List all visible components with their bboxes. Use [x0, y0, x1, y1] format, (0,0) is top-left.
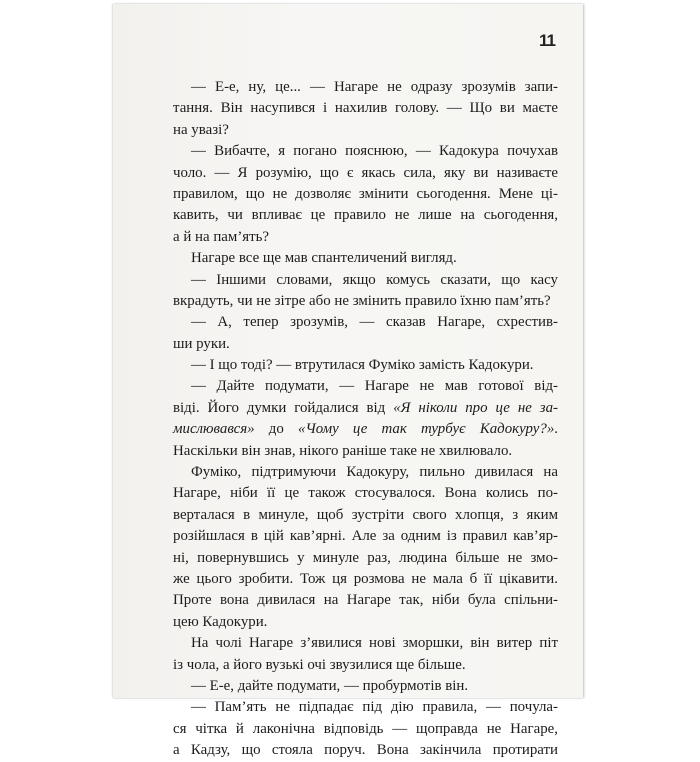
text-segment: тання. Він насупився і нахилив голову. — Що ви маєте — [173, 100, 558, 117]
text-line — [173, 633, 558, 654]
italic-text-segment: мислювався» — [173, 421, 255, 438]
text-segment: вкрадуть, чи не зітре або не змінить правило їхню пам’ять? — [173, 292, 551, 309]
text-line — [173, 355, 558, 376]
text-line — [173, 419, 558, 440]
text-line — [173, 184, 558, 205]
text-line — [173, 526, 558, 547]
text-line — [173, 227, 558, 248]
text-segment: ши руки. — [173, 335, 230, 352]
text-line — [173, 291, 558, 312]
text-line — [173, 98, 558, 119]
text-line — [173, 441, 558, 462]
text-line — [173, 141, 558, 162]
text-segment: цею Кадокури. — [173, 613, 268, 630]
text-line — [173, 334, 558, 355]
text-segment: Проте вона дивилася на Нагаре так, ніби була спільни- — [173, 592, 558, 609]
text-segment: — Пам’ять не підпадає під дію правила, — почула- — [191, 699, 558, 716]
text-line — [173, 655, 558, 676]
text-line — [173, 548, 558, 569]
text-line — [173, 697, 558, 718]
text-segment: а й на пам’ять? — [173, 228, 270, 245]
text-line — [173, 205, 558, 226]
text-segment: із чола, а його вузькі очі звузилися ще більше. — [173, 656, 466, 673]
text-segment: — І що тоді? — втрутилася Фуміко замість Кадокури. — [191, 357, 534, 374]
text-line — [173, 120, 558, 141]
text-segment: — Іншими словами, якщо комусь сказати, що касу — [191, 271, 558, 288]
text-line — [173, 676, 558, 697]
text-segment: ся чітка й лаконічна відповідь — щоправда не Нагаре, — [173, 720, 558, 737]
text-segment: — Вибачте, я погано пояснюю, — Кадокура почухав — [191, 143, 558, 160]
text-segment: віді. Його думки гойдалися від — [173, 399, 394, 416]
text-line — [173, 248, 558, 269]
text-line — [173, 398, 558, 419]
text-segment: же цього зробити. Тож ця розмова не мала б її цікавити. — [173, 570, 558, 587]
book-page — [113, 4, 583, 759]
text-line — [173, 462, 558, 483]
text-line — [173, 483, 558, 504]
text-segment: — Е-е, ну, це... — Нагаре не одразу зрозумів запи- — [191, 79, 558, 95]
text-segment: На чолі Нагаре з’явилися нові зморшки, він витер піт — [191, 635, 558, 652]
page-number: 11 — [539, 31, 555, 50]
text-line — [173, 376, 558, 397]
text-line — [173, 312, 558, 333]
body-text — [173, 77, 558, 762]
text-segment: Нагаре, ніби її це також стосувалося. Вона колись по- — [173, 485, 558, 502]
text-line — [173, 77, 558, 98]
text-line — [173, 270, 558, 291]
text-segment: правилом, що не дозволяє змінити сьогодення. Мене ці- — [173, 185, 558, 202]
text-segment: — Дайте подумати, — Нагаре не мав готової від- — [191, 378, 558, 395]
text-segment: кавить, чи впливає це правило не лише на сьогодення, — [173, 207, 558, 224]
text-segment: а Кадзу, що стояла поруч. Вона закінчила протирати — [173, 742, 558, 759]
text-segment: чоло. — Я розумію, що є якась сила, яку ви називаєте — [173, 164, 558, 181]
text-line — [173, 719, 558, 740]
text-segment: . — [554, 421, 558, 438]
text-segment: розійшлася в цій кав’ярні. Але за одним із правил кав’яр- — [173, 528, 558, 545]
text-line — [173, 612, 558, 633]
text-segment: Нагаре все ще мав спантеличений вигляд. — [191, 250, 457, 267]
text-segment: — А, тепер зрозумів, — сказав Нагаре, схрестив- — [191, 314, 558, 331]
text-segment: на увазі? — [173, 121, 229, 138]
text-line — [173, 569, 558, 590]
text-line — [173, 590, 558, 611]
text-segment: — Е-е, дайте подумати, — пробурмотів він. — [191, 677, 469, 694]
text-segment: Фуміко, підтримуючи Кадокуру, пильно дивилася на — [191, 464, 558, 481]
text-line — [173, 505, 558, 526]
text-line — [173, 163, 558, 184]
italic-text-segment: «Чому це так турбує Кадокуру?» — [298, 421, 555, 438]
text-line — [173, 740, 558, 761]
italic-text-segment: «Я ніколи про це не за- — [393, 399, 558, 416]
text-segment: верталася в минуле, щоб зустріти свого хлопця, з яким — [173, 506, 558, 523]
text-segment: ні, повернувшись у минуле раз, людина більше не змо- — [173, 549, 558, 566]
text-segment: Наскільки він знав, нікого раніше таке не хвилювало. — [173, 442, 513, 459]
text-segment: до — [254, 421, 298, 438]
